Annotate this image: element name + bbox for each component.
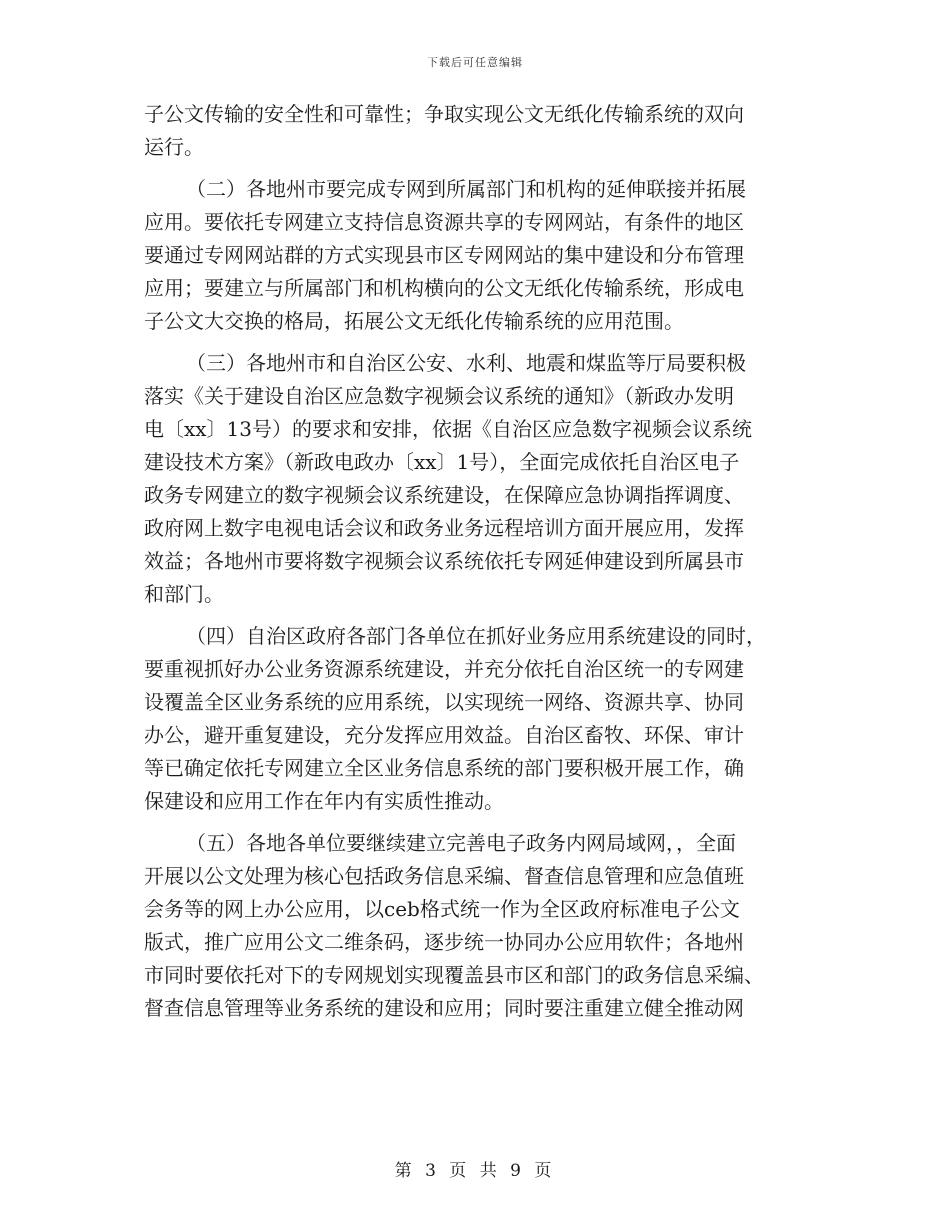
- text-line: 督查信息管理等业务系统的建设和应用；同时要注重建立健全推动网: [144, 996, 744, 1020]
- text-line: （二）各地州市要完成专网到所属部门和机构的延伸联接并拓展: [186, 177, 746, 201]
- paragraph: [144, 347, 806, 611]
- text-line: 运行。: [144, 135, 204, 159]
- text-line: 应用。要依托专网建立支持信息资源共享的专网网站，有条件的地区: [144, 210, 744, 234]
- paragraph: [144, 620, 806, 818]
- text-line: 要重视抓好办公业务资源系统建设，并充分依托自治区统一的专网建: [144, 657, 744, 681]
- text-line: 要通过专网网站群的方式实现县市区专网网站的集中建设和分布管理: [144, 243, 744, 267]
- text-line: 建设技术方案》（新政电政办〔xx〕1号），全面完成依托自治区电子: [144, 450, 740, 474]
- text-line: 会务等的网上办公应用，以ceb格式统一作为全区政府标准电子公文: [144, 897, 740, 921]
- text-line: 设覆盖全区业务系统的应用系统，以实现统一网络、资源共享、协同: [144, 690, 744, 714]
- paragraph: [144, 827, 806, 1025]
- text-line: 保建设和应用工作在年内有实质性推动。: [144, 789, 504, 813]
- text-line: 开展以公文处理为核心包括政务信息采编、督查信息管理和应急值班: [144, 864, 744, 888]
- paragraph-gap: [144, 818, 806, 827]
- document-body: [144, 98, 806, 1025]
- text-line: （三）各地州市和自治区公安、水利、地震和煤监等厅局要积极: [186, 351, 746, 375]
- text-line: 和部门。: [144, 582, 224, 606]
- text-line: 子公文传输的安全性和可靠性；争取实现公文无纸化传输系统的双向: [144, 102, 744, 126]
- text-line: 效益；各地州市要将数字视频会议系统依托专网延伸建设到所属县市: [144, 549, 744, 573]
- page-number-footer: 第 3 页 共 9 页: [394, 1161, 556, 1181]
- text-line: 政务专网建立的数字视频会议系统建设，在保障应急协调指挥调度、: [144, 483, 744, 507]
- text-line: 子公文大交换的格局，拓展公文无纸化传输系统的应用范围。: [144, 309, 684, 333]
- text-line: 等已确定依托专网建立全区业务信息系统的部门要积极开展工作，确: [144, 756, 744, 780]
- text-line: 办公，避开重复建设，充分发挥应用效益。自治区畜牧、环保、审计: [144, 723, 744, 747]
- paragraph-gap: [144, 164, 806, 173]
- text-line: （四）自治区政府各部门各单位在抓好业务应用系统建设的同时，: [186, 624, 766, 648]
- text-line: （五）各地各单位要继续建立完善电子政务内网局域网，，全面: [186, 831, 736, 855]
- text-line: 应用；要建立与所属部门和机构横向的公文无纸化传输系统，形成电: [144, 276, 744, 300]
- paragraph-gap: [144, 611, 806, 620]
- text-line: 市同时要依托对下的专网规划实现覆盖县市区和部门的政务信息采编、: [144, 963, 764, 987]
- text-line: 电〔xx〕13号）的要求和安排，依据《自治区应急数字视频会议系统: [144, 417, 753, 441]
- paragraph: [144, 98, 806, 164]
- text-line: 政府网上数字电视电话会议和政务业务远程培训方面开展应用，发挥: [144, 516, 744, 540]
- paragraph-gap: [144, 338, 806, 347]
- text-line: 落实《关于建设自治区应急数字视频会议系统的通知》（新政办发明: [144, 384, 734, 408]
- paragraph: [144, 173, 806, 338]
- page-header: 下载后可任意编辑: [427, 56, 523, 69]
- text-line: 版式，推广应用公文二维条码，逐步统一协同办公应用软件；各地州: [144, 930, 744, 954]
